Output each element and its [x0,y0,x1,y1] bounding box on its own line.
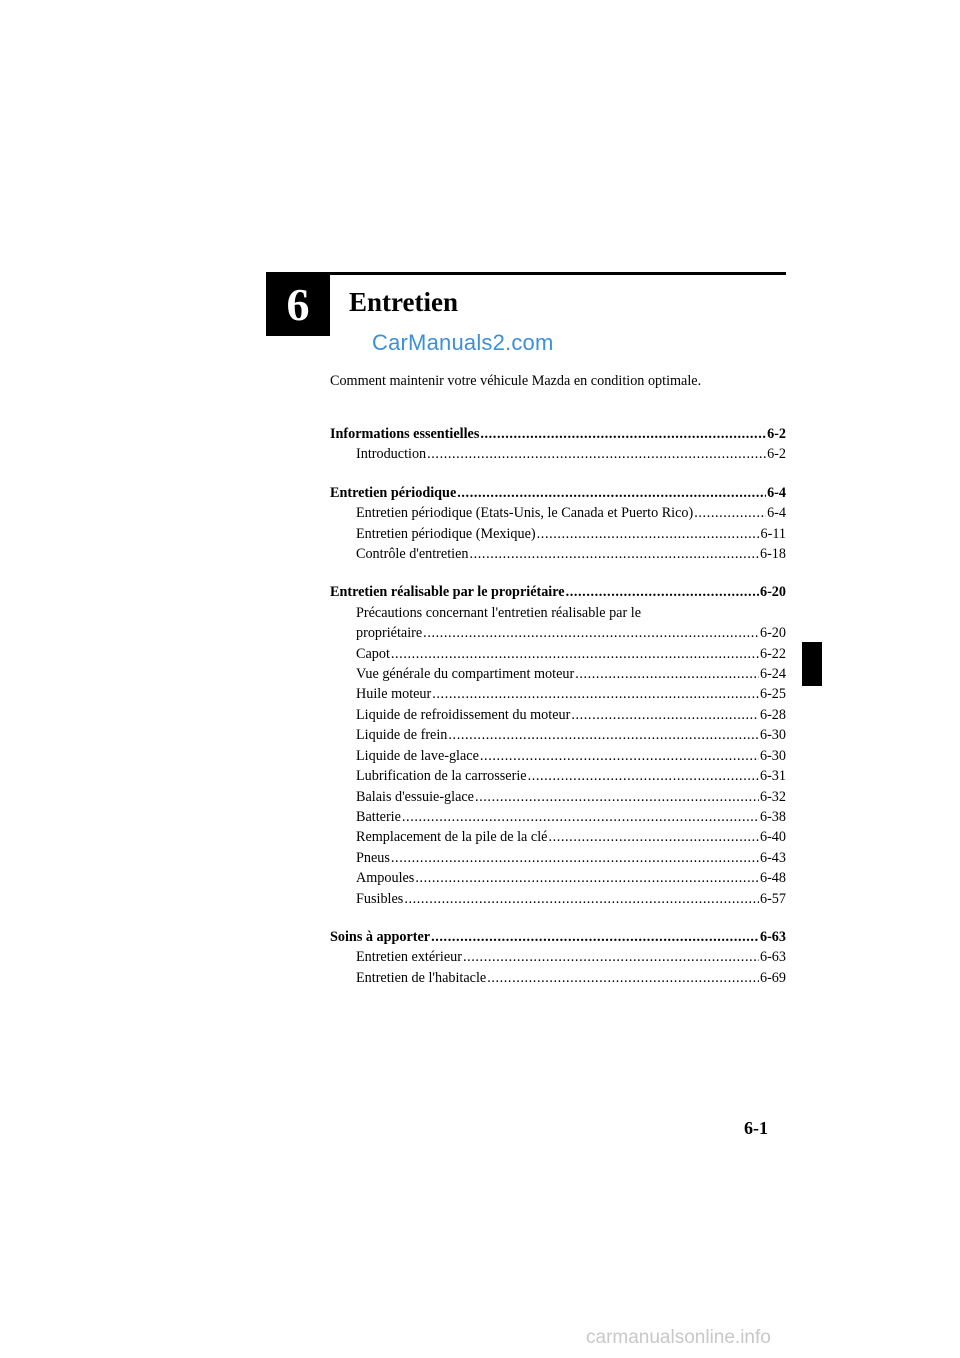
toc-item-page: 6-43 [759,849,786,866]
toc-leader-dots [427,444,766,464]
toc-leader-dots [415,868,759,888]
toc-item-entry[interactable] [330,503,786,523]
toc-section-entry[interactable] [330,927,786,947]
toc-item-page: 6-20 [759,625,786,642]
toc-item-page: 6-11 [760,525,786,542]
toc-item-page: 6-40 [759,829,786,846]
toc-item-entry[interactable] [330,827,786,847]
toc-item-entry[interactable] [330,444,786,464]
toc-item-label: Liquide de frein [356,727,448,744]
toc-item-entry[interactable] [330,889,786,909]
toc-section-page: 6-63 [759,928,786,945]
toc-item-label: Huile moteur [356,686,432,703]
chapter-intro: Comment maintenir votre véhicule Mazda en condition optimale. [330,373,702,389]
toc-item-page: 6-38 [759,808,786,825]
toc-section-title: Entretien périodique [330,484,457,501]
toc-leader-dots [469,544,759,564]
toc-item-label: Ampoules [356,870,415,887]
toc-item-entry[interactable] [330,623,786,643]
toc-item-label: Pneus [356,849,390,866]
toc-item-page: 6-24 [759,666,786,683]
toc-item-label: Liquide de lave-glace [356,747,479,764]
section-gap [330,909,786,927]
toc-item-entry[interactable] [330,868,786,888]
chapter-number-box [266,272,330,336]
toc-item-entry[interactable] [330,968,786,988]
toc-section-entry[interactable] [330,424,786,444]
section-gap [330,564,786,582]
toc-section-title: Entretien réalisable par le propriétaire [330,584,565,601]
toc-item-page: 6-69 [759,969,786,986]
watermark-carmanualsonline[interactable]: carmanualsonline.info [586,1327,771,1348]
toc-item-wrapped-line [330,603,786,623]
toc-item-page: 6-18 [759,546,786,563]
toc-item-label: Remplacement de la pile de la clé [356,829,548,846]
toc-item-entry[interactable] [330,544,786,564]
toc-item-page: 6-57 [759,890,786,907]
toc-leader-dots [391,644,759,664]
toc-item-entry[interactable] [330,947,786,967]
toc-section-page: 6-20 [759,584,786,601]
toc-leader-dots [694,503,766,523]
toc-item-label: Fusibles [356,890,404,907]
toc-item-page: 6-22 [759,645,786,662]
toc-item-page: 6-63 [759,949,786,966]
toc-leader-dots [487,968,759,988]
toc-leader-dots [528,766,759,786]
toc-item-label: Entretien de l'habitacle [356,969,487,986]
toc-leader-dots [480,746,759,766]
toc-item-label: Lubrification de la carrosserie [356,768,527,785]
toc-leader-dots [431,927,759,947]
toc-item-label: Batterie [356,808,401,825]
toc-leader-dots [457,483,766,503]
toc-item-page: 6-48 [759,870,786,887]
toc-item-page: 6-31 [759,768,786,785]
toc-item-entry[interactable] [330,848,786,868]
toc-item-entry[interactable] [330,787,786,807]
toc-section-entry[interactable] [330,483,786,503]
watermark-carmanuals2[interactable]: CarManuals2.com [372,330,554,355]
toc-item-label: Liquide de refroidissement du moteur [356,706,571,723]
toc-leader-dots [423,623,759,643]
toc-item-entry[interactable] [330,766,786,786]
toc-leader-dots [575,664,759,684]
table-of-contents [330,424,786,988]
toc-item-label: Entretien périodique (Etats-Unis, le Canada et Puerto Rico) [356,505,694,522]
toc-item-label: Vue générale du compartiment moteur [356,666,575,683]
toc-item-entry[interactable] [330,684,786,704]
toc-section-page: 6-4 [767,484,786,501]
toc-leader-dots [463,947,759,967]
toc-item-page: 6-30 [759,727,786,744]
toc-section-title: Soins à apporter [330,928,431,945]
toc-leader-dots [402,807,759,827]
toc-section-title: Informations essentielles [330,426,480,442]
chapter-header-rule [330,272,786,275]
toc-leader-dots [571,705,759,725]
toc-item-page: 6-30 [759,747,786,764]
toc-item-page: 6-32 [759,788,786,805]
toc-item-entry[interactable] [330,644,786,664]
toc-leader-dots [404,889,759,909]
toc-item-entry[interactable] [330,746,786,766]
chapter-title: Entretien [349,287,458,317]
toc-section-entry[interactable] [330,582,786,602]
toc-item-label: propriétaire [356,625,423,642]
chapter-side-tab [802,642,822,686]
toc-item-label: Entretien périodique (Mexique) [356,525,536,542]
toc-section-page: 6-2 [767,426,786,442]
toc-item-page: 6-28 [759,706,786,723]
toc-leader-dots [548,827,759,847]
toc-item-entry[interactable] [330,524,786,544]
toc-item-page: 6-2 [767,446,786,463]
toc-leader-dots [566,582,759,602]
toc-item-entry[interactable] [330,664,786,684]
toc-item-page: 6-4 [767,505,786,522]
toc-item-entry[interactable] [330,705,786,725]
toc-item-label: Contrôle d'entretien [356,546,469,563]
toc-item-page: 6-25 [759,686,786,703]
toc-leader-dots [475,787,759,807]
toc-item-label: Balais d'essuie-glace [356,788,474,805]
toc-item-label-line1: Précautions concernant l'entretien réalisable par le [356,604,641,621]
toc-leader-dots [391,848,759,868]
page-number: 6-1 [744,1118,768,1138]
toc-item-entry[interactable] [330,807,786,827]
section-gap [330,465,786,483]
toc-item-label: Introduction [356,446,427,463]
toc-leader-dots [480,424,766,444]
toc-item-label: Capot [356,645,390,662]
chapter-number: 6 [286,278,310,330]
toc-item-entry[interactable] [330,725,786,745]
toc-leader-dots [432,684,759,704]
toc-leader-dots [537,524,760,544]
toc-item-label: Entretien extérieur [356,949,462,966]
toc-leader-dots [448,725,759,745]
